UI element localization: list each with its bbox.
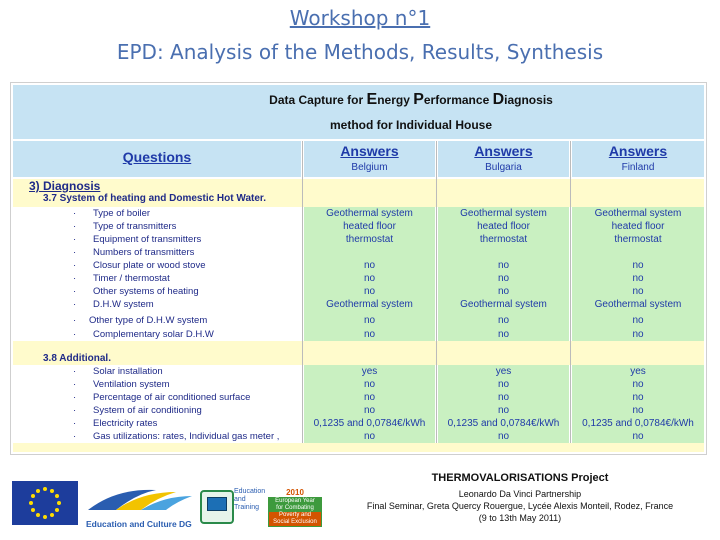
table-row: · System of air conditioning no no no (73, 405, 644, 416)
question-text: Type of boiler (93, 208, 151, 219)
question-text: Closur plate or wood stove (93, 260, 206, 271)
question-text: Solar installation (93, 366, 163, 377)
page-title: Workshop n°1 (289, 6, 431, 30)
table-row: · Numbers of transmitters (73, 247, 195, 258)
table-row: · Other type of D.H.W system no no no (73, 315, 644, 326)
answers-header-2: Answers (474, 143, 533, 159)
table-row: · Type of boiler Geothermal system Geothermal system Geothermal system (73, 208, 682, 219)
computer-icon (200, 490, 234, 524)
spacer-band (13, 341, 704, 351)
answers-header-1: Answers (340, 143, 399, 159)
eu-caption: Education and Culture DG (86, 519, 192, 529)
table-row: · Timer / thermostat no no no (73, 273, 644, 284)
answers-header-3: Answers (608, 143, 668, 159)
table-row: · Percentage of air conditioned surface no no no (73, 392, 644, 403)
question-text: Type of transmitters (93, 221, 177, 232)
table-row: · Gas utilizations: rates, Individual gas meter , no no no (73, 431, 644, 442)
country-bulgaria: Bulgaria (485, 162, 522, 173)
question-text: Percentage of air conditioned surface (93, 392, 251, 403)
rows-38 (11, 365, 708, 443)
table-row: · Type of transmitters heated floor heated floor heated floor (73, 221, 665, 232)
european-year-logo: 2010 European Year for Combating Poverty and Social Exclusion (268, 488, 322, 526)
question-text: Equipment of transmitters (93, 234, 202, 245)
section-diagnosis: 3) Diagnosis (29, 179, 101, 193)
rows-37 (11, 207, 708, 341)
country-belgium: Belgium (351, 162, 388, 173)
divider (436, 141, 437, 443)
table-row: · Closur plate or wood stove no no no (73, 260, 644, 271)
table-row: · Electricity rates 0,1235 and 0,0784€/kWh 0,1235 and 0,0784€/kWh 0,1235 and 0,0784€/kWh (73, 418, 694, 429)
country-finland: Finland (621, 162, 655, 173)
question-text: System of air conditioning (93, 405, 202, 416)
table-row: · Other systems of heating no no no (73, 286, 644, 297)
question-text: Timer / thermostat (93, 273, 170, 284)
question-text: Other type of D.H.W system (89, 315, 208, 326)
swoosh-icon (86, 486, 196, 512)
eu-flag-icon (12, 481, 78, 525)
question-text: Complementary solar D.H.W (93, 329, 214, 340)
question-text: Gas utilizations: rates, Individual gas meter , (93, 431, 280, 442)
divider (570, 141, 571, 443)
bottom-band (13, 443, 704, 452)
question-text: Electricity rates (93, 418, 158, 429)
question-text: D.H.W system (93, 299, 154, 310)
page-subtitle: EPD: Analysis of the Methods, Results, Synthesis (116, 40, 604, 64)
table-row: · Equipment of transmitters thermostat thermostat thermostat (73, 234, 662, 245)
edu-training-caption: Education and Training (234, 488, 266, 511)
education-culture-logo (86, 486, 196, 529)
question-text: Numbers of transmitters (93, 247, 195, 258)
divider (302, 141, 303, 443)
table-row: · Complementary solar D.H.W no no no (73, 329, 644, 340)
questions-header: Questions (122, 149, 192, 165)
footer-details: Leonardo Da Vinci Partnership Final Seminar, Greta Quercy Rouergue, Lycée Alexis Monteil, Rodez, France (9 to 13th May 2011) (366, 489, 674, 523)
table-header-line1: Data Capture for Energy Performance Diagnosis (269, 91, 553, 108)
section-band-38 (13, 351, 704, 365)
question-text: Other systems of heating (93, 286, 199, 297)
data-table (10, 82, 707, 455)
table-row: · Ventilation system no no no (73, 379, 644, 390)
table-row: · D.H.W system Geothermal system Geothermal system Geothermal system (73, 299, 682, 310)
subsection-37: 3.7 System of heating and Domestic Hot Water. (43, 193, 267, 204)
table-row: · Solar installation yes yes yes (73, 366, 646, 377)
question-text: Ventilation system (93, 379, 170, 390)
footer-project: THERMOVALORISATIONS Project (431, 472, 609, 484)
subsection-38: 3.8 Additional. (43, 353, 111, 364)
table-header-line2: method for Individual House (329, 118, 492, 132)
